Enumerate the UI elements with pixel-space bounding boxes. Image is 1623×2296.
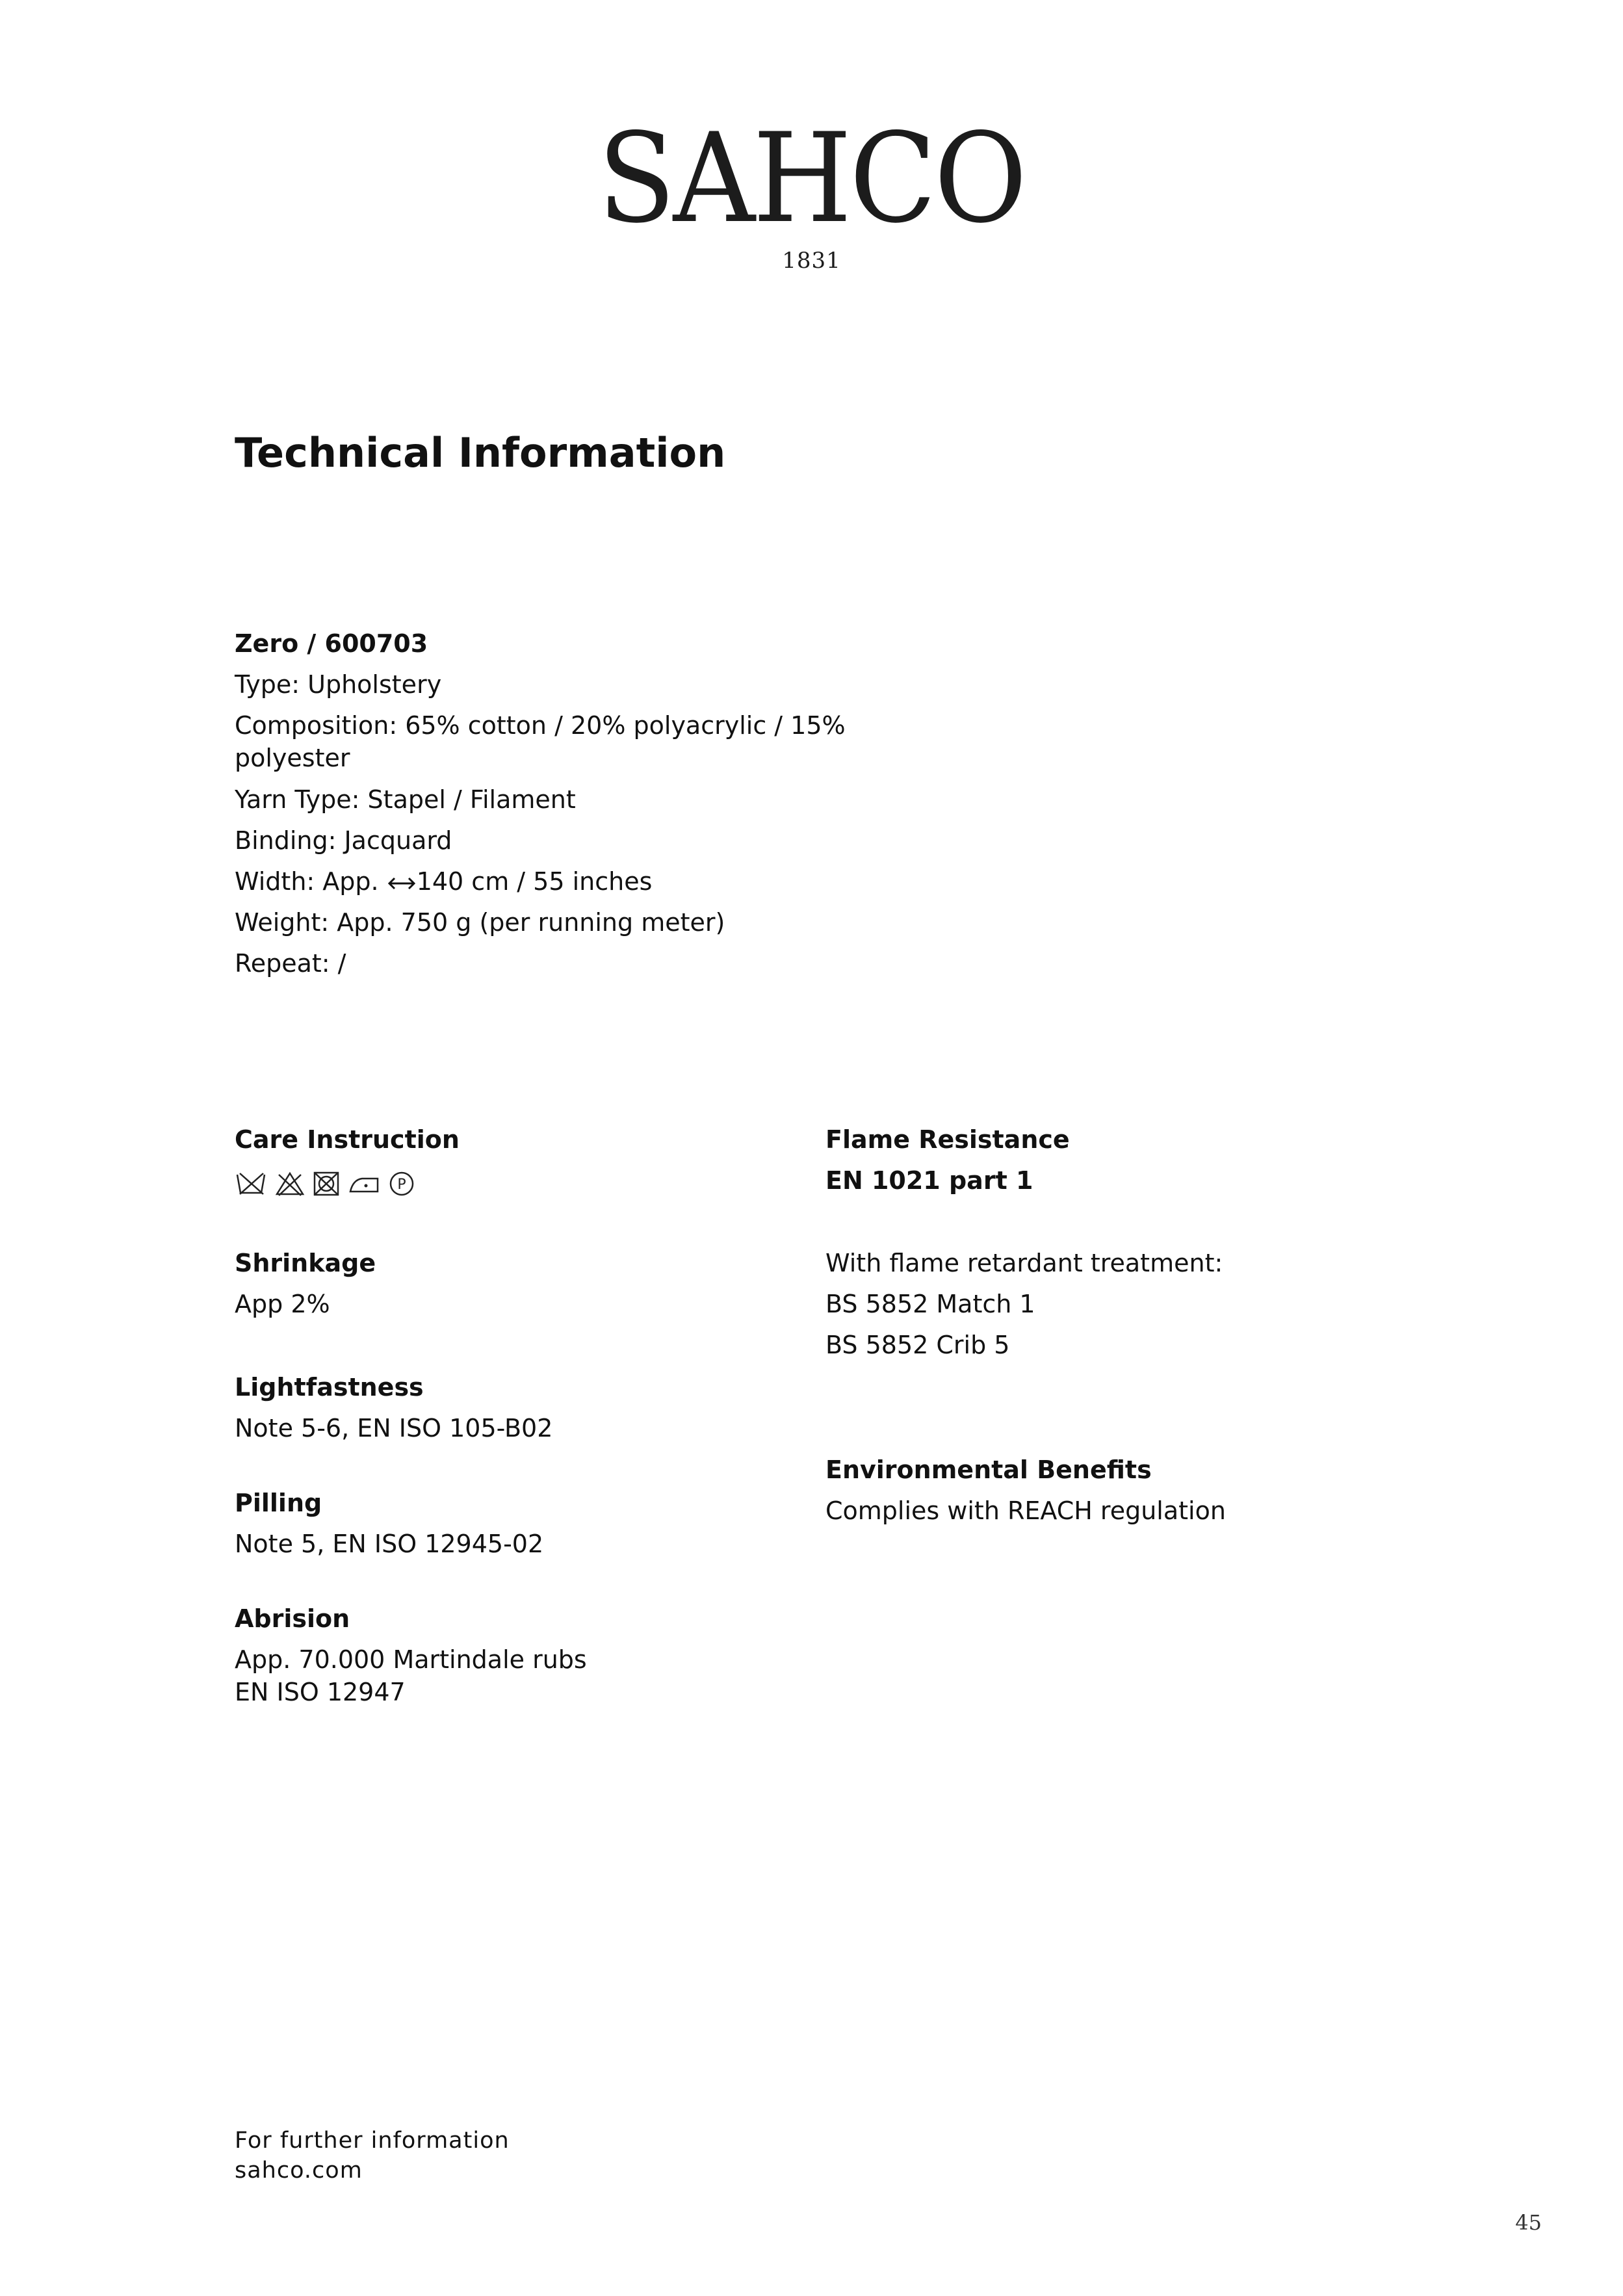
product-width-value: 140 cm / 55 inches (416, 867, 653, 896)
do-not-tumble-dry-icon (313, 1171, 340, 1197)
care-icons (235, 1170, 415, 1197)
care-heading: Care Instruction (235, 1125, 460, 1154)
product-weight: Weight: App. 750 g (per running meter) (235, 908, 725, 937)
product-repeat: Repeat: / (235, 949, 346, 978)
page-title: Technical Information (235, 429, 726, 476)
do-not-wash-icon (235, 1171, 267, 1197)
lightfastness-value: Note 5-6, EN ISO 105-B02 (235, 1414, 553, 1442)
brand-logo (0, 107, 1623, 274)
product-width (235, 865, 652, 898)
footer-link[interactable]: sahco.com (235, 2158, 363, 2184)
shrinkage-heading: Shrinkage (235, 1249, 376, 1277)
product-type: Type: Upholstery (235, 670, 442, 699)
shrinkage-value: App 2% (235, 1290, 330, 1318)
product-width-prefix: Width: App. (235, 867, 387, 896)
page-number: 45 (1515, 2210, 1542, 2235)
iron-low-heat-icon (348, 1171, 380, 1197)
product-composition: Composition: 65% cotton / 20% polyacrylic / 15% polyester (235, 711, 846, 772)
pilling-value: Note 5, EN ISO 12945-02 (235, 1530, 544, 1558)
product-heading: Zero / 600703 (235, 629, 428, 658)
product-yarn-type: Yarn Type: Stapel / Filament (235, 785, 576, 814)
pilling-heading: Pilling (235, 1489, 322, 1517)
horizontal-double-arrow-icon (387, 876, 417, 891)
brand-year: 1831 (782, 248, 841, 274)
flame-treatment: With flame retardant treatment: (825, 1249, 1223, 1277)
flame-line2: BS 5852 Crib 5 (825, 1331, 1010, 1359)
do-not-bleach-icon (275, 1171, 305, 1197)
dry-clean-p-icon (388, 1170, 415, 1197)
footer-info: For further information (235, 2128, 510, 2154)
product-binding: Binding: Jacquard (235, 826, 452, 855)
environment-value: Complies with REACH regulation (825, 1496, 1226, 1525)
flame-standard: EN 1021 part 1 (825, 1166, 1033, 1195)
lightfastness-heading: Lightfastness (235, 1373, 424, 1402)
svg-text:P: P (397, 1177, 406, 1193)
abrasion-line2: EN ISO 12947 (235, 1678, 406, 1706)
environment-heading: Environmental Benefits (825, 1455, 1152, 1484)
flame-line1: BS 5852 Match 1 (825, 1290, 1035, 1318)
brand-name: SAHCO (597, 107, 1026, 250)
abrasion-heading: Abrision (235, 1604, 350, 1633)
flame-heading: Flame Resistance (825, 1125, 1070, 1154)
abrasion-line1: App. 70.000 Martindale rubs (235, 1645, 587, 1674)
